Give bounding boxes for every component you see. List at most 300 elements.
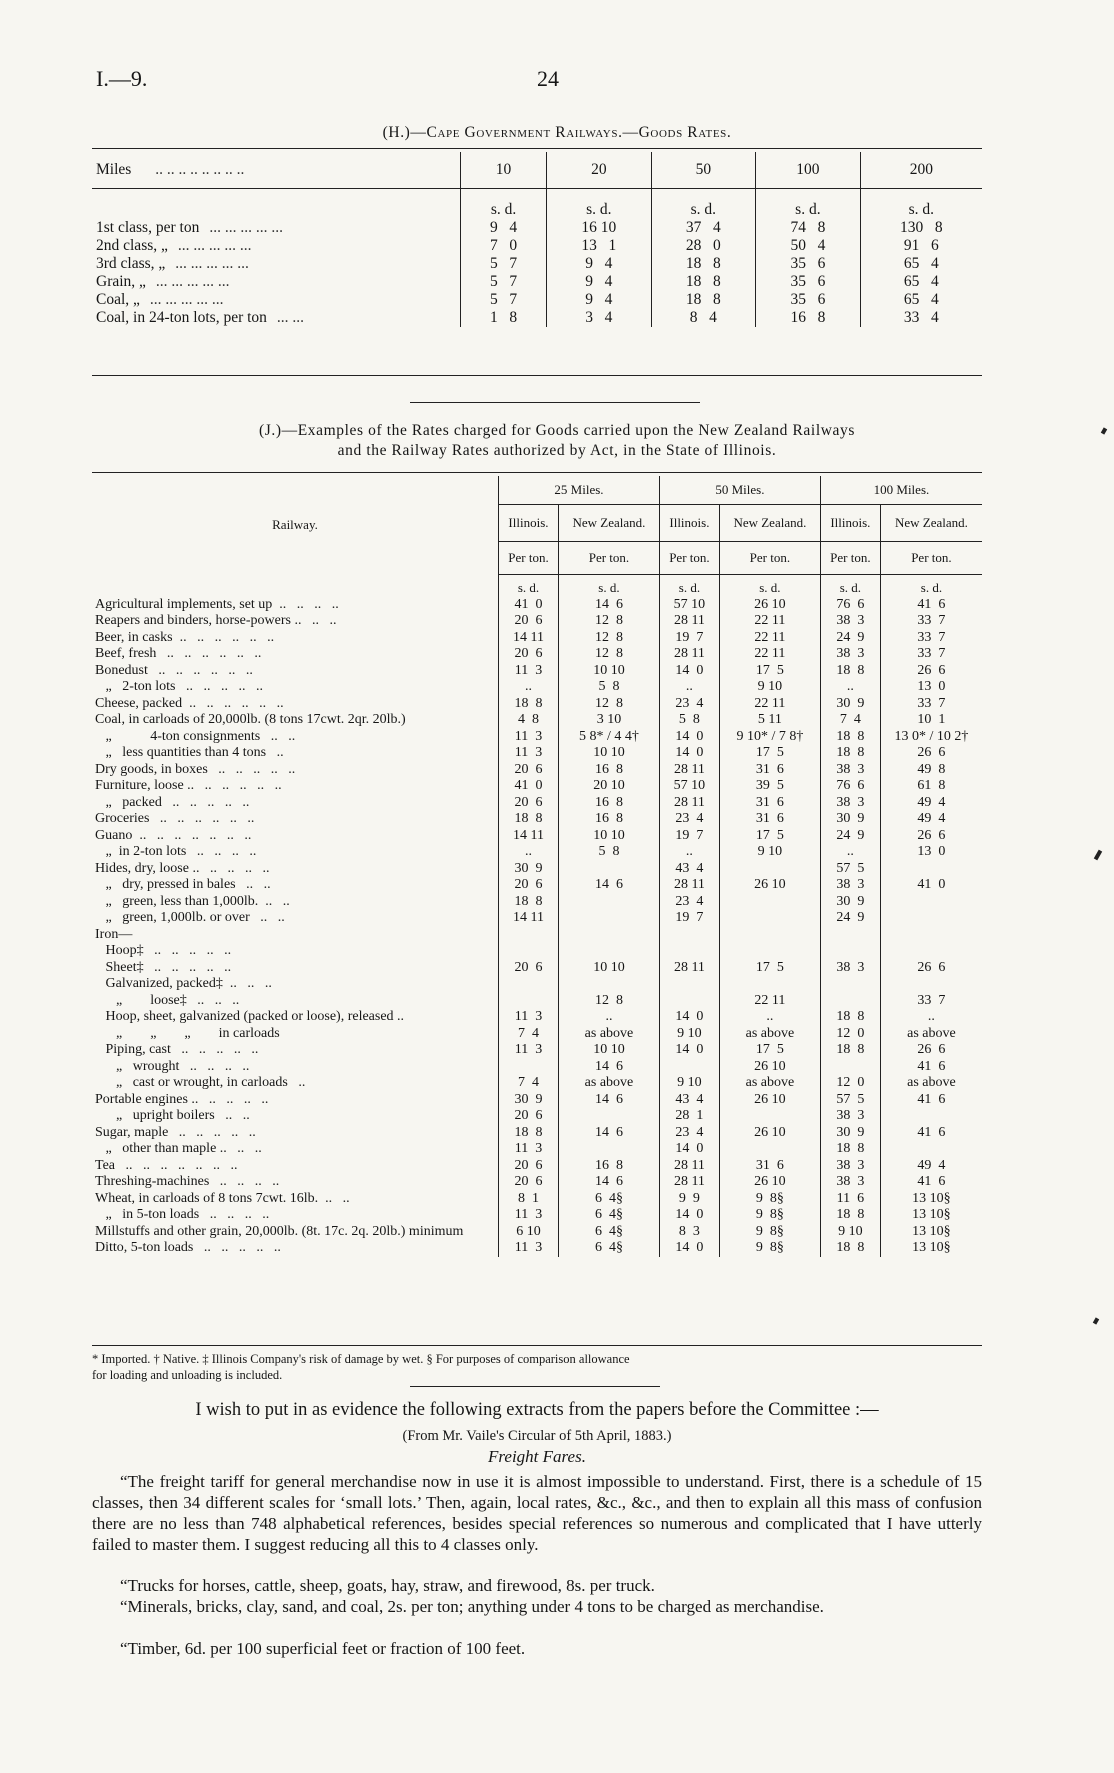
unit-label: s. d.	[820, 575, 880, 597]
rate-value	[659, 976, 719, 993]
rate-value: 41 6	[880, 1092, 982, 1109]
rate-value: 9 10	[659, 1075, 719, 1092]
rate-value: 14 0	[659, 1009, 719, 1026]
row-label-cell	[92, 219, 461, 237]
rate-value	[558, 1141, 659, 1158]
rate-value: 31 6	[719, 762, 820, 779]
rate-value	[880, 976, 982, 993]
table-j-row	[92, 1092, 982, 1109]
railway-item-label: „ less quantities than 4 tons ..	[95, 745, 284, 760]
rate-value: 91 6	[860, 237, 982, 255]
table-h-body	[92, 219, 982, 327]
rate-value: 11 6	[820, 1191, 880, 1208]
table-h-title	[0, 124, 1114, 142]
rate-value: 13 10§	[880, 1191, 982, 1208]
rate-value: 49 8	[880, 762, 982, 779]
table-j-row	[92, 663, 982, 680]
rate-value: 20 6	[499, 613, 559, 630]
rate-value: 65 4	[860, 291, 982, 309]
rate-value: 13 10§	[880, 1207, 982, 1224]
railway-item-label: Agricultural implements, set up .. .. .. ..	[95, 596, 339, 612]
rate-value: 8 1	[499, 1191, 559, 1208]
railway-item-label: Galvanized, packed‡ .. .. ..	[95, 976, 272, 991]
rate-value: 33 7	[880, 646, 982, 663]
rate-value	[499, 927, 559, 944]
rate-value: 12 0	[820, 1075, 880, 1092]
rate-value: 9 8§	[719, 1240, 820, 1257]
rate-value: 76 6	[820, 597, 880, 614]
rate-value: 30 9	[820, 894, 880, 911]
rate-value	[719, 1141, 820, 1158]
railway-item-label: Hoop, sheet, galvanized (packed or loose), released ..	[95, 1009, 405, 1024]
rate-value: 9 8§	[719, 1207, 820, 1224]
rate-value: 14 0	[659, 729, 719, 746]
unit-label: s. d.	[719, 575, 820, 597]
rate-value: 9 10	[719, 679, 820, 696]
table-j-body	[92, 597, 982, 1257]
scan-speck	[1094, 850, 1102, 861]
table-j-row	[92, 778, 982, 795]
per-ton-label: Per ton.	[659, 542, 719, 575]
rate-value: as above	[558, 1075, 659, 1092]
railway-item-label: Wheat, in carloads of 8 tons 7cwt. 16lb. .. ..	[95, 1190, 350, 1206]
rate-value: 22 11	[719, 613, 820, 630]
rate-value: 14 0	[659, 1207, 719, 1224]
rate-value: 18 8	[820, 663, 880, 680]
rate-value: 28 0	[651, 237, 756, 255]
table-j-footnote	[92, 1351, 982, 1383]
evidence-heading: Freight Fares.	[488, 1447, 586, 1466]
table-h-row	[92, 273, 982, 291]
rate-value	[499, 1059, 559, 1076]
rate-value	[820, 943, 880, 960]
rate-value: 17 5	[719, 745, 820, 762]
rate-value: 30 9	[499, 1092, 559, 1109]
rate-value: 17 5	[719, 663, 820, 680]
unit-label: s. d.	[558, 575, 659, 597]
railway-item-label: Piping, cast .. .. .. .. ..	[95, 1042, 259, 1057]
railway-item-label: „ in 5-ton loads .. .. .. ..	[95, 1207, 270, 1222]
unit-label: s. d.	[547, 189, 652, 220]
rate-value: 11 3	[499, 1240, 559, 1257]
table-j-row	[92, 976, 982, 993]
sub-header: New Zealand.	[719, 505, 820, 542]
row-label: 3rd class, „	[96, 255, 166, 272]
rate-value: 28 11	[659, 613, 719, 630]
row-leader: ... ... ... ... ...	[209, 219, 283, 236]
rate-value: 22 11	[719, 696, 820, 713]
rate-value: as above	[880, 1026, 982, 1043]
table-j-row	[92, 1026, 982, 1043]
unit-label: s. d.	[651, 189, 756, 220]
table-h-unit-row	[92, 189, 982, 220]
table-j-row	[92, 646, 982, 663]
rate-value	[880, 943, 982, 960]
rate-value	[719, 894, 820, 911]
rate-value: ..	[719, 1009, 820, 1026]
rate-value: 11 3	[499, 663, 559, 680]
rate-value: 33 7	[880, 613, 982, 630]
rate-value: 65 4	[860, 273, 982, 291]
unit-label: s. d.	[756, 189, 861, 220]
rate-value: 57 10	[659, 597, 719, 614]
rate-value: 18 8	[820, 1141, 880, 1158]
row-leader: ... ... ... ... ...	[175, 255, 249, 272]
rate-value: 26 10	[719, 597, 820, 614]
rate-value: 9 4	[547, 255, 652, 273]
rate-value: 6 4§	[558, 1224, 659, 1241]
table-j	[92, 476, 982, 1257]
evidence-intro: I wish to put in as evidence the following extracts from the papers before the Committee :—	[195, 1400, 879, 1420]
rate-value: 39 5	[719, 778, 820, 795]
rate-value	[499, 976, 559, 993]
railway-item-label: „ cast or wrought, in carloads ..	[95, 1075, 306, 1090]
rate-value: 22 11	[719, 646, 820, 663]
evidence-paragraph: “Timber, 6d. per 100 superficial feet or fraction of 100 feet.	[120, 1639, 526, 1658]
rate-value: 14 0	[659, 745, 719, 762]
rate-value: ..	[558, 1009, 659, 1026]
railway-item-label: „ wrought .. .. .. ..	[95, 1058, 250, 1074]
rate-value: 14 0	[659, 1042, 719, 1059]
rate-value: 28 11	[659, 1174, 719, 1191]
table-j-title-line2: and the Railway Rates authorized by Act, in the State of Illinois.	[337, 442, 777, 459]
rate-value: 41 6	[880, 1059, 982, 1076]
rate-value	[659, 1059, 719, 1076]
rate-value	[820, 976, 880, 993]
unit-label: s. d.	[659, 575, 719, 597]
rate-value: 18 8	[820, 1207, 880, 1224]
rate-value: 16 8	[756, 309, 861, 327]
rate-value: 38 3	[820, 646, 880, 663]
table-j-title-line1: (J.)—Examples of the Rates charged for Goods carried upon the New Zealand Railways	[259, 422, 855, 439]
rate-value: 18 8	[499, 696, 559, 713]
rate-value: 14 6	[558, 877, 659, 894]
railway-item-label: Hoop‡ .. .. .. .. ..	[95, 943, 232, 958]
rate-value: 9 10	[659, 1026, 719, 1043]
table-h	[92, 152, 982, 327]
rate-value: 28 11	[659, 960, 719, 977]
rate-value: ..	[499, 679, 559, 696]
rate-value: 26 10	[719, 1125, 820, 1142]
rate-value: 6 4§	[558, 1240, 659, 1257]
rate-value: 16 8	[558, 795, 659, 812]
rate-value: 22 11	[719, 630, 820, 647]
rate-value: 7 0	[461, 237, 547, 255]
rate-value: 18 8	[499, 894, 559, 911]
rate-value: 130 8	[860, 219, 982, 237]
rate-value: as above	[558, 1026, 659, 1043]
rate-value: 28 1	[659, 1108, 719, 1125]
group-header: 100 Miles.	[820, 476, 982, 505]
distance-header: 20	[547, 152, 652, 189]
rate-value: 3 10	[558, 712, 659, 729]
rate-value: 16 10	[547, 219, 652, 237]
table-j-row	[92, 1125, 982, 1142]
rate-value: 6 10	[499, 1224, 559, 1241]
table-j-row	[92, 1174, 982, 1191]
table-h-top-rule	[92, 148, 982, 149]
table-j-row	[92, 943, 982, 960]
table-j-top-rule	[92, 472, 982, 473]
rate-value: 18 8	[651, 273, 756, 291]
rate-value: 12 8	[558, 646, 659, 663]
rate-value	[719, 861, 820, 878]
rate-value: 5 11	[719, 712, 820, 729]
rate-value: 11 3	[499, 745, 559, 762]
rate-value	[558, 1108, 659, 1125]
rate-value: 6 4§	[558, 1207, 659, 1224]
railway-item-label: Beef, fresh .. .. .. .. .. ..	[95, 646, 262, 661]
rate-value: 18 8	[820, 1009, 880, 1026]
rate-value: 18 8	[499, 1125, 559, 1142]
group-header: 25 Miles.	[499, 476, 660, 505]
table-j-row	[92, 894, 982, 911]
rate-value: 31 6	[719, 1158, 820, 1175]
railway-item-label: Hides, dry, loose .. .. .. .. ..	[95, 860, 270, 876]
rate-value: 38 3	[820, 877, 880, 894]
rate-value	[820, 993, 880, 1010]
rate-value: 23 4	[659, 894, 719, 911]
distance-header: 100	[756, 152, 861, 189]
unit-label: s. d.	[880, 575, 982, 597]
rate-value: 13 1	[547, 237, 652, 255]
rate-value: 13 10§	[880, 1224, 982, 1241]
railway-item-label: „ loose‡ .. .. ..	[95, 992, 240, 1008]
rate-value: 28 11	[659, 795, 719, 812]
per-ton-label: Per ton.	[820, 542, 880, 575]
rate-value: 3 4	[547, 309, 652, 327]
rate-value: 30 9	[499, 861, 559, 878]
rate-value: ..	[659, 844, 719, 861]
railway-item-label: „ other than maple .. .. ..	[95, 1141, 262, 1156]
railway-item-label: „ dry, pressed in bales .. ..	[95, 877, 271, 892]
table-j-row	[92, 630, 982, 647]
table-j-row	[92, 1240, 982, 1257]
rate-value	[880, 894, 982, 911]
row-leader: ... ... ... ... ...	[177, 237, 252, 254]
per-ton-label: Per ton.	[558, 542, 659, 575]
rate-value: 14 0	[659, 1141, 719, 1158]
rate-value: 1 8	[461, 309, 547, 327]
rate-value: 11 3	[499, 1009, 559, 1026]
rate-value	[880, 910, 982, 927]
railway-item-label: Furniture, loose .. .. .. .. .. ..	[95, 778, 282, 793]
rate-value: 35 6	[756, 273, 861, 291]
rate-value: 20 6	[499, 1108, 559, 1125]
rate-value	[499, 993, 559, 1010]
table-j-bottom-rule	[92, 1345, 982, 1346]
rate-value: 37 4	[651, 219, 756, 237]
rate-value: 13 0	[880, 844, 982, 861]
rate-value: 41 6	[880, 597, 982, 614]
rate-value: 41 0	[880, 877, 982, 894]
rate-value: 30 9	[820, 696, 880, 713]
table-j-row	[92, 696, 982, 713]
rate-value: 26 6	[880, 663, 982, 680]
rate-value: 33 7	[880, 696, 982, 713]
rate-value: 14 6	[558, 1125, 659, 1142]
railway-item-label: Reapers and binders, horse-powers .. .. ..	[95, 613, 337, 628]
rate-value: 14 6	[558, 597, 659, 614]
rate-value	[659, 993, 719, 1010]
railway-item-label: Portable engines .. .. .. .. ..	[95, 1091, 269, 1107]
rate-value: 24 9	[820, 910, 880, 927]
rate-value: ..	[820, 844, 880, 861]
table-j-row	[92, 1207, 982, 1224]
rate-value: 9 8§	[719, 1191, 820, 1208]
rate-value	[659, 927, 719, 944]
rate-value: ..	[820, 679, 880, 696]
rate-value: 5 8	[659, 712, 719, 729]
rate-value: 14 11	[499, 828, 559, 845]
rate-value: 20 6	[499, 877, 559, 894]
rate-value	[719, 1108, 820, 1125]
miles-label: Miles	[96, 161, 132, 178]
rate-value: 38 3	[820, 613, 880, 630]
rate-value: 7 4	[499, 1026, 559, 1043]
rate-value: 14 6	[558, 1174, 659, 1191]
rate-value: 5 7	[461, 291, 547, 309]
sub-header: Illinois.	[820, 505, 880, 542]
row-label-cell	[92, 255, 461, 273]
rate-value: 23 4	[659, 811, 719, 828]
rate-value: 26 10	[719, 1174, 820, 1191]
sub-header: Illinois.	[499, 505, 559, 542]
railway-item-label: Sugar, maple .. .. .. .. ..	[95, 1124, 256, 1140]
distance-header: 200	[860, 152, 982, 189]
table-j-row	[92, 795, 982, 812]
rate-value	[880, 1108, 982, 1125]
evidence-paragraph: “Minerals, bricks, clay, sand, and coal, 2s. per ton; anything under 4 tons to be charged as merchandise.	[120, 1597, 824, 1616]
railway-item-label: Cheese, packed .. .. .. .. .. ..	[95, 695, 284, 711]
rate-value: 13 0* / 10 2†	[880, 729, 982, 746]
railway-item-label: Groceries .. .. .. .. .. ..	[95, 811, 255, 826]
railway-item-label: Tea .. .. .. .. .. .. ..	[95, 1157, 238, 1173]
rate-value: 23 4	[659, 1125, 719, 1142]
rate-value: 33 7	[880, 630, 982, 647]
rate-value	[719, 910, 820, 927]
rate-value: 14 11	[499, 910, 559, 927]
rate-value: 18 8	[651, 291, 756, 309]
row-label: 1st class, per ton	[96, 219, 200, 236]
rate-value: 38 3	[820, 1158, 880, 1175]
rate-value: 57 10	[659, 778, 719, 795]
rate-value: 35 6	[756, 291, 861, 309]
table-h-row	[92, 219, 982, 237]
rate-value: 18 8	[820, 1240, 880, 1257]
row-label-cell	[92, 291, 461, 309]
table-h-title-prefix: (H.)—	[382, 124, 427, 141]
rate-value: 74 8	[756, 219, 861, 237]
table-j-row	[92, 910, 982, 927]
group-header: 50 Miles.	[659, 476, 820, 505]
railway-item-label: „ packed .. .. .. .. ..	[95, 794, 250, 810]
rate-value: 38 3	[820, 762, 880, 779]
rate-value: 31 6	[719, 811, 820, 828]
row-label: Coal, in 24-ton lots, per ton	[96, 309, 267, 326]
table-j-row	[92, 1059, 982, 1076]
rate-value: as above	[719, 1075, 820, 1092]
rate-value	[558, 861, 659, 878]
evidence-paragraph: “Trucks for horses, cattle, sheep, goats, hay, straw, and firewood, 8s. per truck.	[120, 1576, 655, 1595]
rate-value: 28 11	[659, 877, 719, 894]
rate-value: 10 10	[558, 745, 659, 762]
row-leader: ... ...	[276, 309, 305, 326]
scan-speck	[1093, 1317, 1099, 1324]
rate-value: 12 8	[558, 696, 659, 713]
rate-value: 50 4	[756, 237, 861, 255]
rate-value	[880, 861, 982, 878]
rate-value: 9 4	[547, 291, 652, 309]
rate-value: 9 9	[659, 1191, 719, 1208]
rate-value: 10 10	[558, 960, 659, 977]
rate-value: 20 6	[499, 1174, 559, 1191]
rate-value: 10 10	[558, 1042, 659, 1059]
rate-value: 14 6	[558, 1059, 659, 1076]
railway-item-label: Iron—	[95, 926, 133, 942]
rate-value: 7 4	[820, 712, 880, 729]
table-h-row	[92, 309, 982, 327]
rate-value: as above	[719, 1026, 820, 1043]
table-h-row	[92, 291, 982, 309]
row-label: Coal, „	[96, 291, 140, 308]
rate-value: 18 8	[651, 255, 756, 273]
rate-value: 4 8	[499, 712, 559, 729]
rate-value: 18 8	[820, 1042, 880, 1059]
rate-value: 26 6	[880, 828, 982, 845]
table-j-row	[92, 1191, 982, 1208]
rate-value: 22 11	[719, 993, 820, 1010]
rate-value: 18 8	[820, 729, 880, 746]
distance-header: 10	[461, 152, 547, 189]
rate-value	[659, 943, 719, 960]
table-j-row	[92, 861, 982, 878]
rate-value: 17 5	[719, 960, 820, 977]
rate-value: 16 8	[558, 762, 659, 779]
rate-value: ..	[499, 844, 559, 861]
railway-item-label: „ 2-ton lots .. .. .. .. ..	[95, 679, 263, 694]
rate-value	[880, 927, 982, 944]
table-j-row	[92, 844, 982, 861]
rate-value	[719, 927, 820, 944]
rate-value: 19 7	[659, 910, 719, 927]
rate-value: 17 5	[719, 828, 820, 845]
rate-value: 33 7	[880, 993, 982, 1010]
rate-value: 20 6	[499, 1158, 559, 1175]
per-ton-label: Per ton.	[880, 542, 982, 575]
rate-value	[558, 976, 659, 993]
table-j-row	[92, 960, 982, 977]
railway-item-label: „ 4-ton consignments .. ..	[95, 728, 296, 744]
rate-value: 16 8	[558, 811, 659, 828]
railway-item-label: „ upright boilers .. ..	[95, 1108, 250, 1123]
rate-value: 65 4	[860, 255, 982, 273]
table-h-row	[92, 237, 982, 255]
table-j-row	[92, 993, 982, 1010]
rate-value: 38 3	[820, 960, 880, 977]
rate-value: 20 10	[558, 778, 659, 795]
rate-value: 19 7	[659, 828, 719, 845]
table-j-row	[92, 1158, 982, 1175]
row-label: Grain, „	[96, 273, 146, 290]
row-leader: ... ... ... ... ...	[149, 291, 224, 308]
rate-value: 6 4§	[558, 1191, 659, 1208]
rate-value	[558, 927, 659, 944]
rate-value: 49 4	[880, 811, 982, 828]
rate-value: 5 7	[461, 255, 547, 273]
rate-value: 28 11	[659, 762, 719, 779]
row-label-cell	[92, 237, 461, 255]
